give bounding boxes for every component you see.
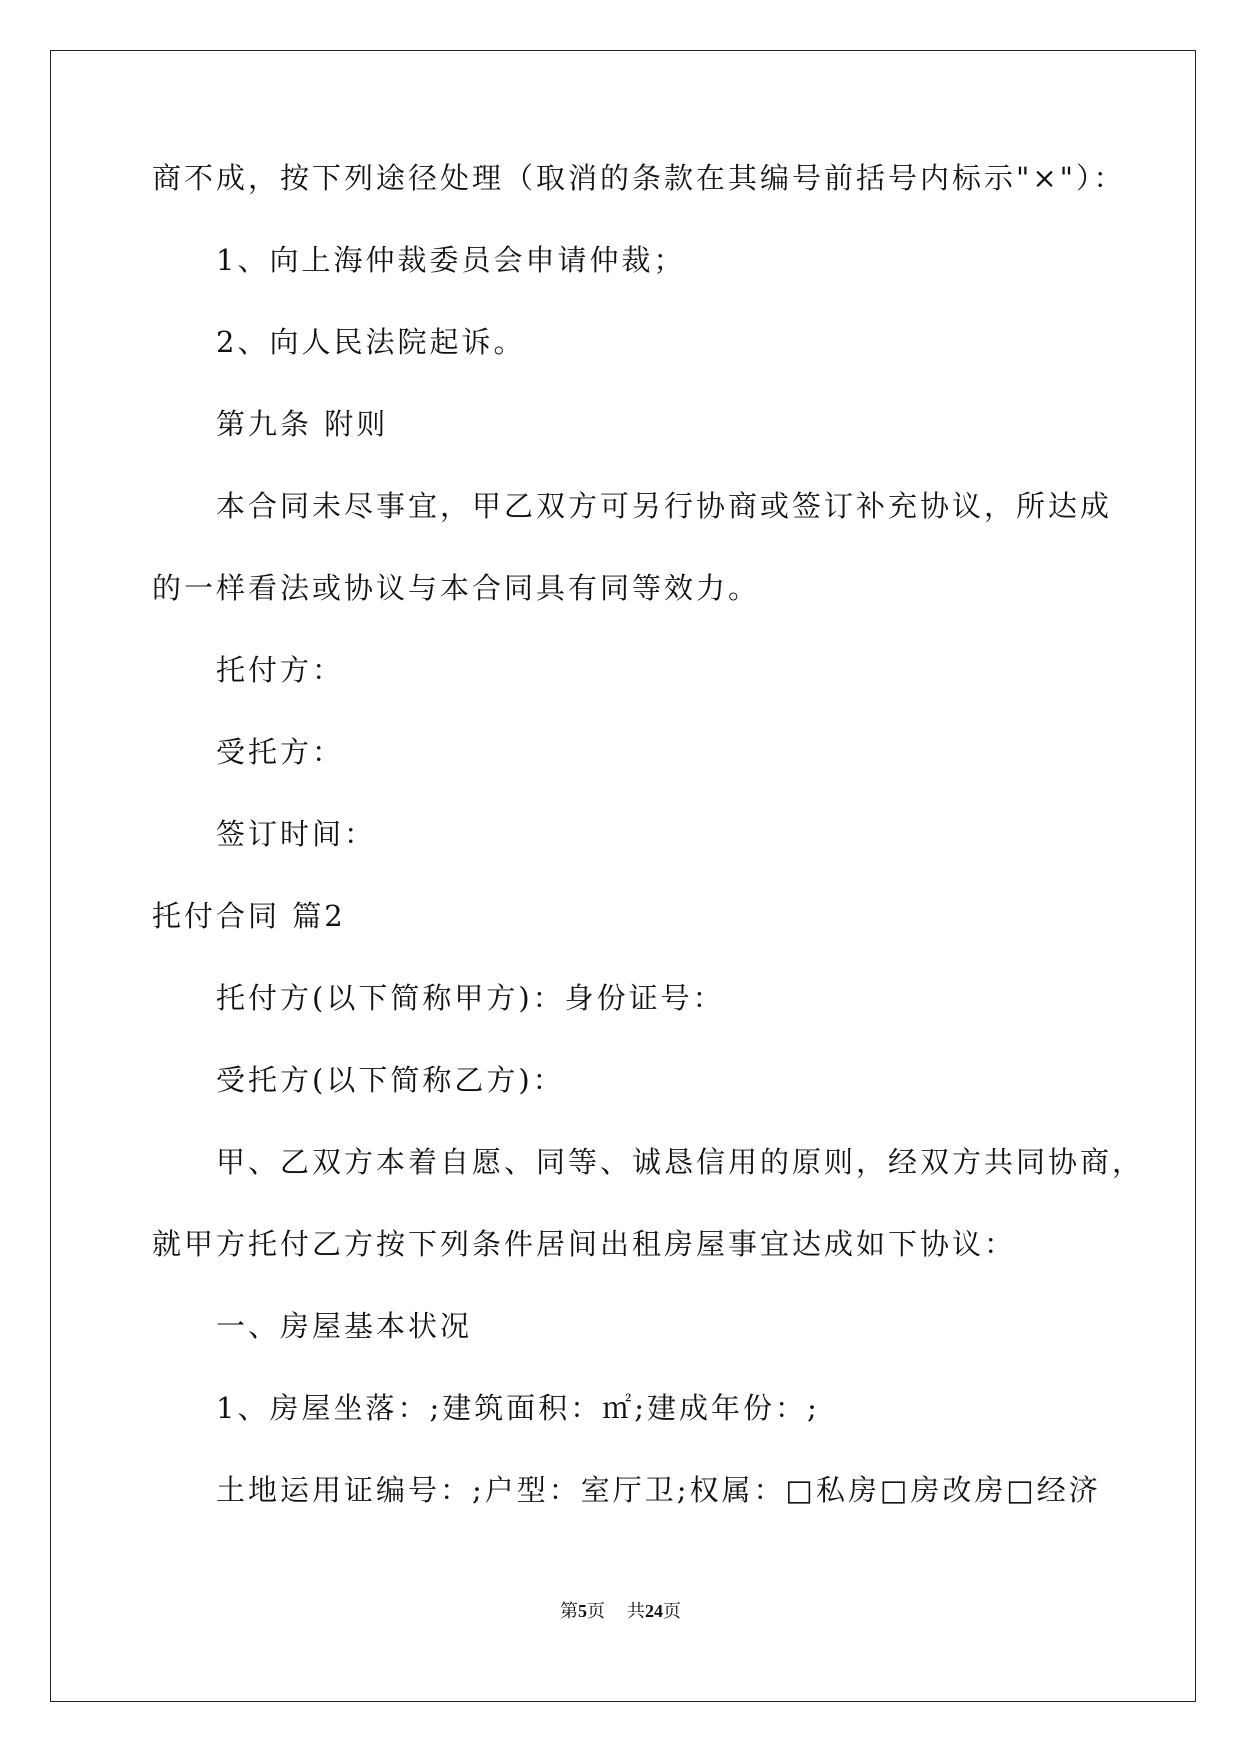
text-line: 土地运用证编号：;户型：室厅卫;权属：□私房□房改房□经济 xyxy=(216,1473,1101,1507)
text-line: 1、向上海仲裁委员会申请仲裁； xyxy=(216,243,686,277)
contract-title: 托付合同 篇2 xyxy=(152,899,346,933)
total-pages: 24 xyxy=(645,1601,663,1621)
footer-total-prefix: 共 xyxy=(627,1601,645,1621)
text-line: 1、房屋坐落：;建筑面积：㎡;建成年份：; xyxy=(216,1391,820,1425)
text-line: 的一样看法或协议与本合同具有同等效力。 xyxy=(152,571,761,605)
text-line: 托付方(以下简称甲方)：身份证号： xyxy=(216,981,725,1015)
text-line: 2、向人民法院起诉。 xyxy=(216,325,526,359)
page-footer xyxy=(0,1599,1241,1623)
footer-total-suffix: 页 xyxy=(663,1601,681,1621)
signature-field-trustee: 受托方： xyxy=(216,735,345,769)
text-line: 甲、乙双方本着自愿、同等、诚恳信用的原则，经双方共同协商， xyxy=(216,1145,1145,1179)
text-line: 商不成，按下列途径处理（取消的条款在其编号前括号内标示"×"）： xyxy=(152,161,1126,195)
text-line: 受托方(以下简称乙方)： xyxy=(216,1063,565,1097)
text-line: 本合同未尽事宜，甲乙双方可另行协商或签订补充协议，所达成 xyxy=(216,489,1113,523)
text-line: 就甲方托付乙方按下列条件居间出租房屋事宜达成如下协议： xyxy=(152,1227,1017,1261)
signing-date-field: 签订时间： xyxy=(216,817,377,851)
page-number: 5 xyxy=(578,1601,587,1621)
page-border xyxy=(50,50,1196,1702)
signature-field-client: 托付方： xyxy=(216,653,345,687)
footer-prefix: 第 xyxy=(560,1601,578,1621)
section-heading: 一、房屋基本状况 xyxy=(216,1309,473,1343)
footer-page-suffix: 页 xyxy=(587,1601,605,1621)
section-heading: 第九条 附则 xyxy=(216,407,389,441)
